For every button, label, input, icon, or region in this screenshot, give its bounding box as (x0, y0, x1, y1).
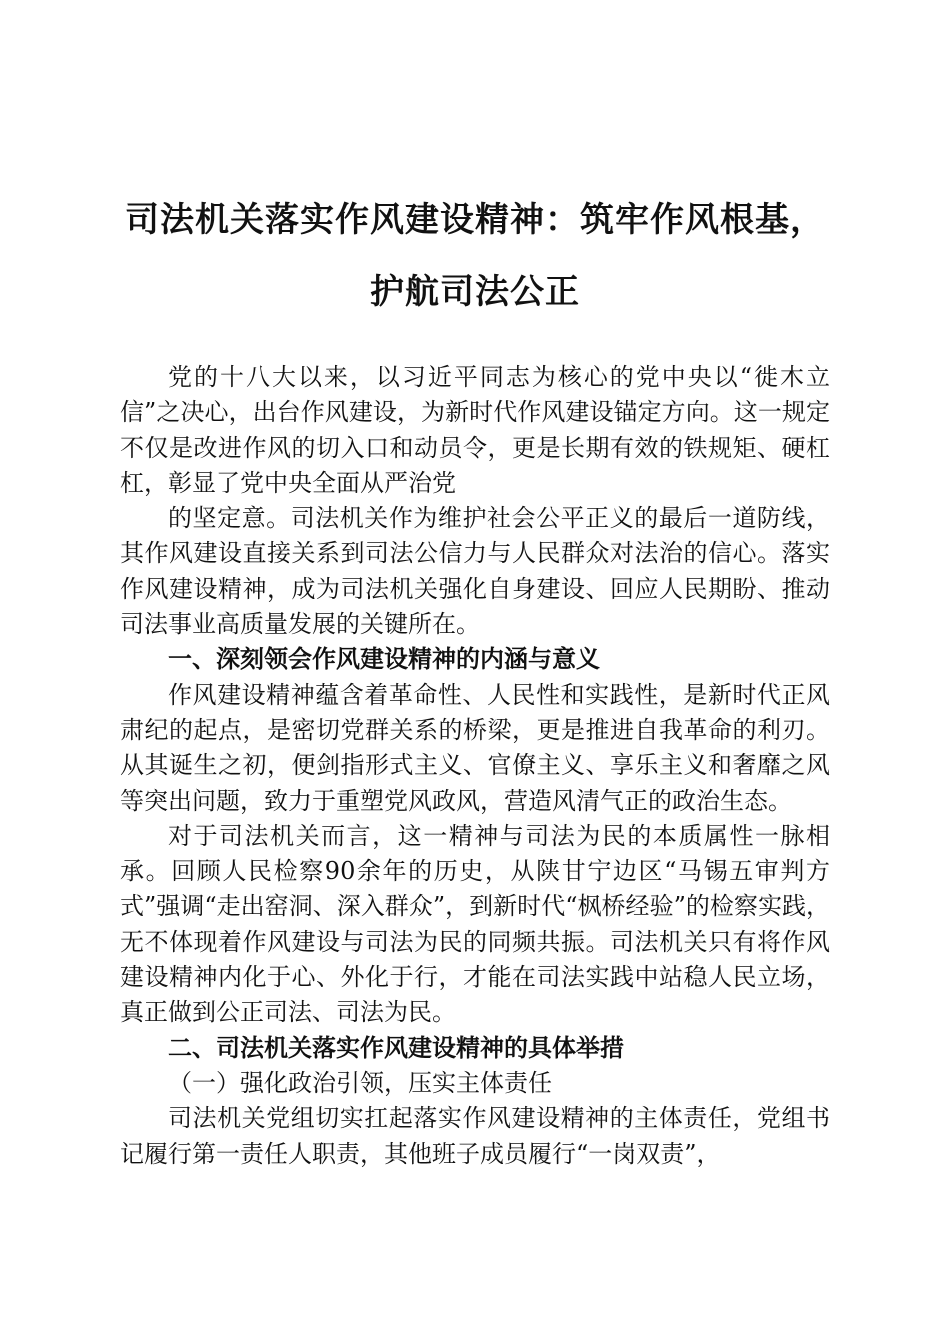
section-heading: 二、司法机关落实作风建设精神的具体举措 (168, 1033, 624, 1062)
document-title-line-1: 司法机关落实作风建设精神：筑牢作风根基， (125, 200, 825, 240)
body-paragraph: 对于司法机关而言，这一精神与司法为民的本质属性一脉相承。回顾人民检察90余年的历史，从陕甘宁边区“马锡五审判方式”强调“走出窑洞、深入群众”，到新时代“枫桥经验”的检察实践，无不体现着作风建设与司法为民的同频共振。司法机关只有将作风建设精神内化于心、外化于行，才能在司法实践中站稳人民立场，真正做到公正司法、司法为民。 (120, 821, 830, 1027)
section-heading: 一、深刻领会作风建设精神的内涵与意义 (168, 645, 600, 674)
document-body (120, 360, 830, 1172)
document-title-line-2: 护航司法公正 (370, 272, 580, 312)
body-paragraph: 的坚定意。司法机关作为维护社会公平正义的最后一道防线，其作风建设直接关系到司法公信力与人民群众对法治的信心。落实作风建设精神，成为司法机关强化自身建设、回应人民期盼、推动司法事业高质量发展的关键所在。 (120, 504, 830, 639)
subsection-heading: （一）强化政治引领，压实主体责任 (168, 1068, 552, 1097)
body-paragraph: 司法机关党组切实扛起落实作风建设精神的主体责任，党组书记履行第一责任人职责，其他班子成员履行“一岗双责”， (120, 1104, 830, 1168)
body-paragraph: 作风建设精神蕴含着革命性、人民性和实践性，是新时代正风肃纪的起点，是密切党群关系的桥梁，更是推进自我革命的利刃。从其诞生之初，便剑指形式主义、官僚主义、享乐主义和奢靡之风等突出问题，致力于重塑党风政风，营造风清气正的政治生态。 (120, 680, 830, 815)
body-paragraph: 党的十八大以来，以习近平同志为核心的党中央以“徙木立信”之决心，出台作风建设，为新时代作风建设锚定方向。这一规定不仅是改进作风的切入口和动员令，更是长期有效的铁规矩、硬杠杠，彰显了党中央全面从严治党 (120, 363, 830, 497)
